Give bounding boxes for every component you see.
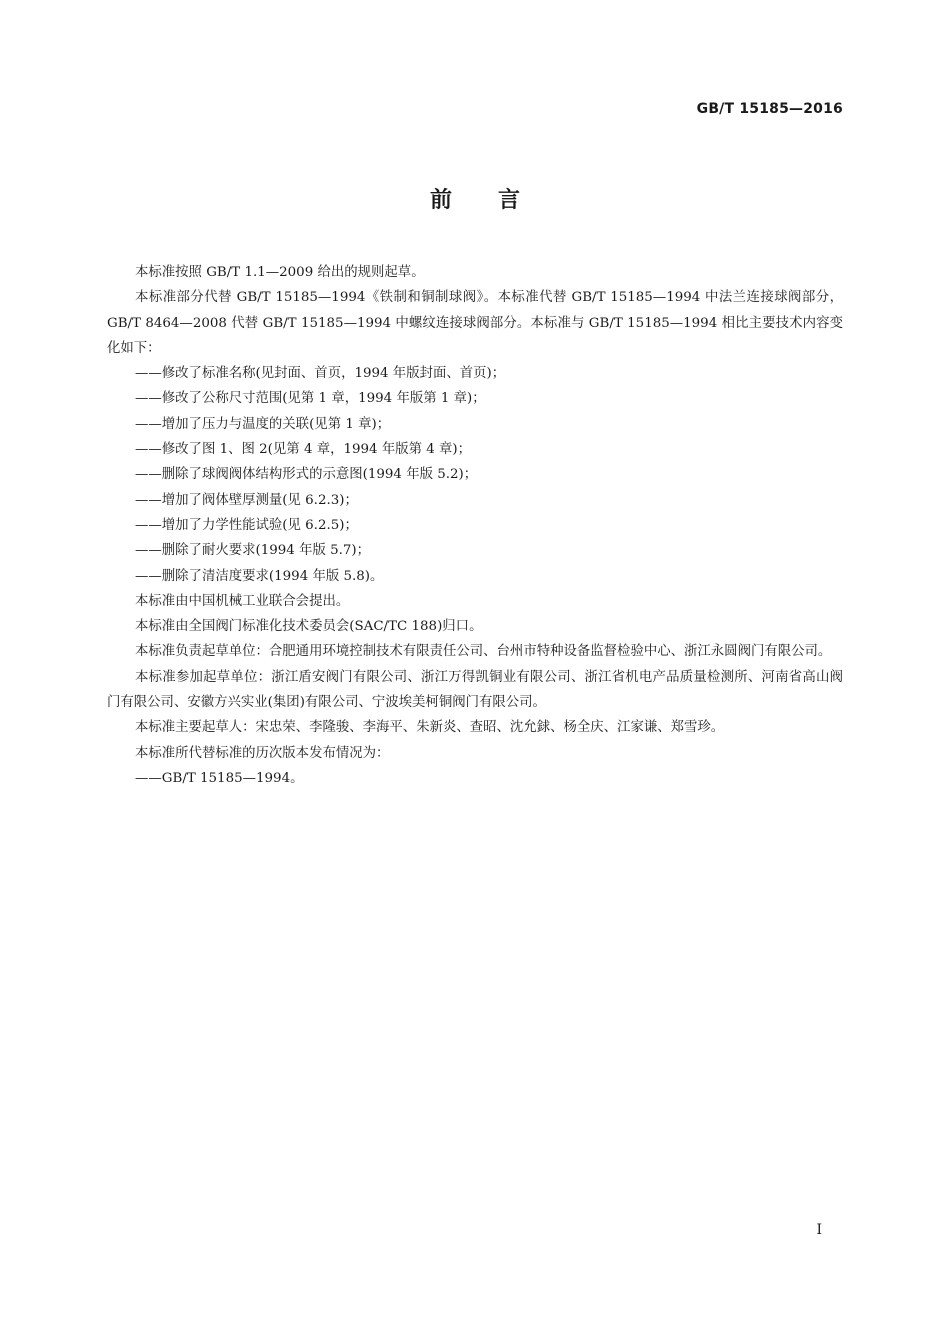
list-item: ——删除了清洁度要求(1994 年版 5.8)。 [135,568,384,584]
standard-code: GB/T 15185—2016 [696,101,843,117]
paragraph-replacement: 本标准部分代替 GB/T 15185—1994《铁制和铜制球阀》。本标准代替 GB/T 15185—1994 中法兰连接球阀部分，GB/T 8464—2008 代替 GB/T 15185—1994 中螺纹连接球阀部分。本标准与 GB/T 15185—1994 相比主要技术内容变化如下： [107,290,843,356]
foreword-body [107,260,843,791]
page-number: I [816,1222,822,1238]
page-title: 前言 [429,188,566,213]
list-item: ——删除了耐火要求(1994 年版 5.7)； [135,543,371,559]
paragraph-committee: 本标准由全国阀门标准化技术委员会(SAC/TC 188)归口。 [135,619,483,635]
list-item: ——增加了压力与温度的关联(见第 1 章)； [135,416,391,432]
list-item: ——修改了图 1、图 2(见第 4 章，1994 年版第 4 章)； [135,442,472,458]
paragraph-main-drafters: 本标准主要起草人：宋忠荣、李隆骏、李海平、朱新炎、查昭、沈允銶、杨全庆、江家谦、郑雪珍。 [135,720,725,736]
list-item: ——GB/T 15185—1994。 [135,770,304,786]
list-item: ——增加了力学性能试验(见 6.2.5)； [135,517,358,533]
paragraph-drafting-rules: 本标准按照 GB/T 1.1—2009 给出的规则起草。 [135,265,425,280]
list-item: ——修改了公称尺寸范围(见第 1 章，1994 年版第 1 章)； [135,391,486,407]
list-item: ——修改了标准名称(见封面、首页，1994 年版封面、首页)； [135,366,506,382]
paragraph-lead-drafters: 本标准负责起草单位：合肥通用环境控制技术有限责任公司、台州市特种设备监督检验中心、浙江永圆阀门有限公司。 [135,644,832,660]
changes-list [107,361,843,589]
history-list [107,766,843,791]
list-item: ——删除了球阀阀体结构形式的示意图(1994 年版 5.2)； [135,467,478,483]
paragraph-history-intro: 本标准所代替标准的历次版本发布情况为： [135,745,390,761]
list-item: ——增加了阀体壁厚测量(见 6.2.3)； [135,492,358,508]
paragraph-proposer: 本标准由中国机械工业联合会提出。 [135,593,350,609]
paragraph-participating-drafters: 本标准参加起草单位：浙江盾安阀门有限公司、浙江万得凯铜业有限公司、浙江省机电产品质量检测所、河南省高山阀门有限公司、安徽方兴实业(集团)有限公司、宁波埃美柯铜阀门有限公司。 [107,669,843,711]
